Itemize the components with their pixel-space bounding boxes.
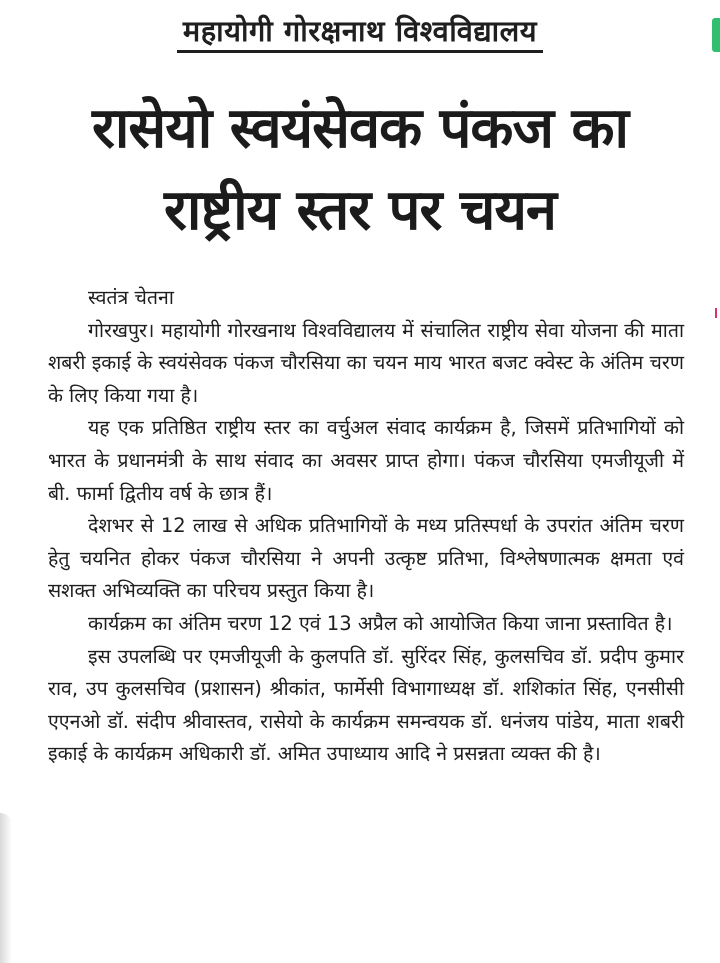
article-body [48, 282, 684, 771]
headline [20, 88, 700, 252]
article-paragraph-2: यह एक प्रतिष्ठित राष्ट्रीय स्तर का वर्चुअल संवाद कार्यक्रम है, जिसमें प्रतिभागियों को भारत के प्रधानमंत्री के साथ संवाद का अवसर प्राप्त होगा। पंकज चौरसिया एमजीयूजी में बी. फार्मा द्वितीय वर्ष के छात्र हैं। [48, 416, 684, 505]
article-paragraph-5: इस उपलब्धि पर एमजीयूजी के कुलपति डॉ. सुरिंदर सिंह, कुलसचिव डॉ. प्रदीप कुमार राव, उप कुलसचिव (प्रशासन) श्रीकांत, फार्मेसी विभागाध्यक्ष डॉ. शशिकांत सिंह, एनसीसी एएनओ डॉ. संदीप श्रीवास्तव, रासेयो के कार्यक्रम समन्वयक डॉ. धनंजय पांडेय, माता शबरी इकाई के कार्यक्रम अधिकारी डॉ. अमित उपाध्याय आदि ने प्रसन्नता व्यक्त की है। [48, 644, 684, 766]
article-paragraph-4: कार्यक्रम का अंतिम चरण 12 एवं 13 अप्रैल को आयोजित किया जाना प्रस्तावित है। [88, 611, 673, 635]
article-paragraph-1: गोरखपुर। महायोगी गोरखनाथ विश्वविद्यालय में संचालित राष्ट्रीय सेवा योजना की माता शबरी इकाई के स्वयंसेवक पंकज चौरसिया का चयन माय भारत बजट क्वेस्ट के अंतिम चरण के लिए किया गया है। [48, 318, 684, 407]
edge-mark [715, 308, 717, 318]
headline-line-1: रासेयो स्वयंसेवक पंकज का [91, 96, 629, 161]
kicker-container [0, 14, 720, 53]
article-paragraph-3: देशभर से 12 लाख से अधिक प्रतिभागियों के मध्य प्रतिस्पर्धा के उपरांत अंतिम चरण हेतु चयनित होकर पंकज चौरसिया ने अपनी उत्कृष्ट प्रतिभा, विश्लेषणात्मक क्षमता एवं सशक्त अभिव्यक्ति का परिचय प्रस्तुत किया है। [48, 514, 684, 603]
kicker-heading: महायोगी गोरक्षनाथ विश्वविद्यालय [177, 14, 543, 53]
page-curl-shadow [0, 813, 12, 963]
byline: स्वतंत्र चेतना [88, 286, 174, 309]
headline-line-2: राष्ट्रीय स्तर पर चयन [163, 178, 557, 243]
